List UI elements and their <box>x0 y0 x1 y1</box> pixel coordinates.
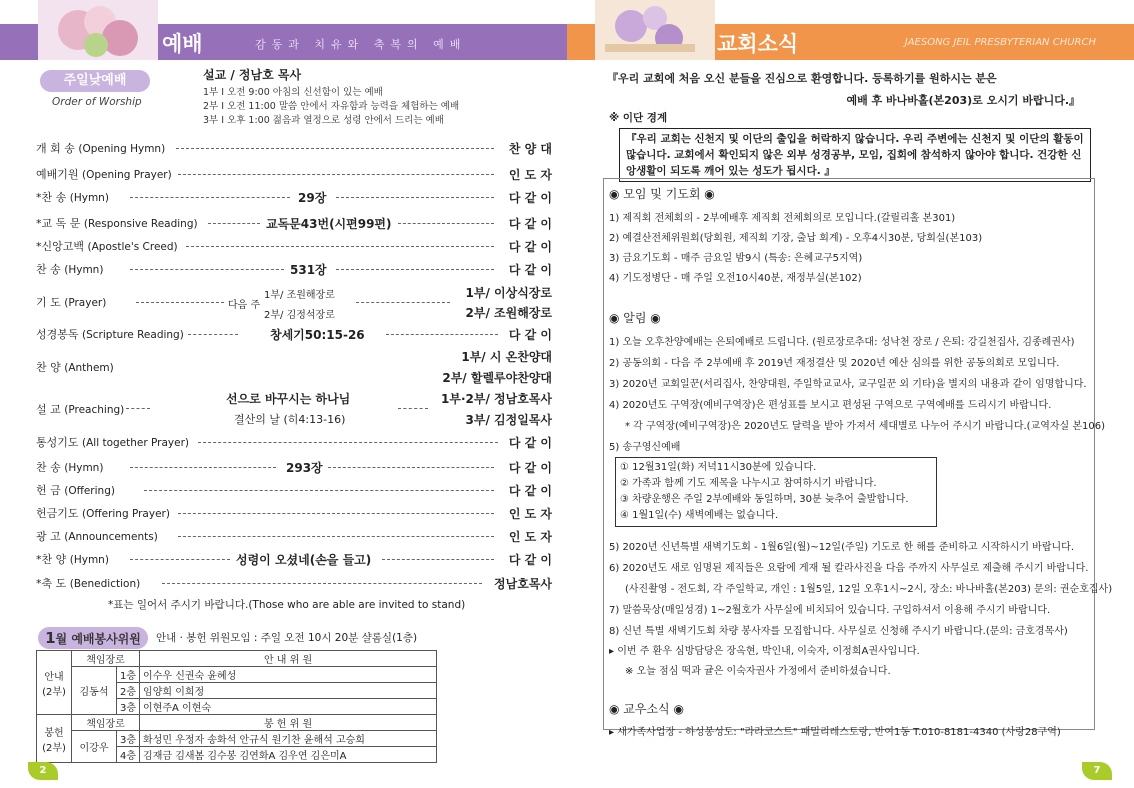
resp-head: 책임장로 <box>72 651 140 667</box>
prayer-next-2: 2부/ 김정석장로 <box>264 310 335 321</box>
service-1: 1부 I 오전 9:00 아침의 신선함이 있는 예배 <box>203 87 383 98</box>
names: 김재금 김새봄 김수봉 김연화A 김우연 김은미A <box>140 747 437 763</box>
notice-item: 3) 2020년 교회일꾼(서리집사, 찬양대원, 주일학교교사, 교구일꾼 외 기타)을 별지의 내용과 같이 임명합니다. <box>609 379 1087 390</box>
group-part: (2부) <box>42 686 66 698</box>
notice-item: (사진촬영 - 전도회, 각 주일학교, 개인 : 1월5일, 12일 오후1시~2시, 장소: 바나바홀(본203) 문의: 권순호집사) <box>625 584 1113 595</box>
service-2: 2부 I 오전 11:00 말씀 안에서 자유함과 능력을 체험하는 예배 <box>203 101 460 112</box>
scripture-row <box>36 326 552 344</box>
page-number: 2 <box>28 762 58 780</box>
notice-item: 5) 송구영신예배 <box>609 442 681 453</box>
anthem-2: 2부/ 할렐루야찬양대 <box>442 371 552 385</box>
row-label: 헌금기도 <box>36 507 79 520</box>
heresy-warning-title: ※ 이단 경계 <box>609 112 668 124</box>
order-row <box>36 238 552 256</box>
row-label: 예배기원 <box>36 168 79 181</box>
guide-elder: 김동석 <box>72 667 117 715</box>
meeting-item: 1) 제직회 전체회의 - 2부예배후 제직회 전체회의로 모입니다.(갈릴리홀 본301) <box>609 213 956 224</box>
members-heading: ◉ 교우소식 ◉ <box>609 702 684 716</box>
offer-group <box>37 715 72 763</box>
row-eng: (Hymn) <box>69 192 109 204</box>
row-eng: (Scripture Reading) <box>82 329 184 341</box>
row-label: 찬 송 <box>36 461 61 474</box>
prayer-today-2: 2부/ 조원해장로 <box>465 306 552 320</box>
order-row <box>36 528 552 546</box>
offer-elder: 이강우 <box>72 731 117 763</box>
row-eng: (Anthem) <box>64 362 114 374</box>
row-label: 광 고 <box>36 530 61 543</box>
row-right: 다 같 이 <box>508 263 552 277</box>
preaching-row <box>36 390 552 430</box>
prayer-today-1: 1부/ 이상식장로 <box>465 286 552 300</box>
anthem-row <box>36 348 552 388</box>
order-row <box>36 215 552 233</box>
schedule-item: ③ 차량운행은 주일 2부예배와 동일하며, 30분 늦추어 출발합니다. <box>620 494 909 505</box>
row-label: *찬 양 <box>36 553 67 566</box>
notice-item: ▸ 이번 주 환우 심방담당은 장옥현, 박인내, 이숙자, 이정희A권사입니다. <box>609 646 920 657</box>
worship-subtitle: 감동과 치유와 축복의 예배 <box>255 38 467 51</box>
news-title: 교회소식 <box>717 32 799 56</box>
floor: 4층 <box>117 747 140 763</box>
notice-item: 6) 2020년도 새로 임명된 제직들은 요람에 게재 될 칼라사진을 다음 주까지 사무실로 제출해 주시기 바랍니다. <box>609 563 1089 574</box>
row-label: 통성기도 <box>36 436 79 449</box>
prayer-row <box>36 284 552 320</box>
row-eng: (Preaching) <box>64 404 125 416</box>
flower-image-right <box>595 0 715 60</box>
worship-title: 예배 <box>162 32 203 56</box>
names: 이수우 신권숙 윤혜성 <box>140 667 437 683</box>
guide-head: 안 내 위 원 <box>140 651 437 667</box>
order-row <box>36 140 552 158</box>
row-label: *교 독 문 <box>36 217 81 230</box>
order-of-worship: Order of Worship <box>52 96 142 108</box>
welcome-line-2: 예배 후 바나바홀(본203)로 오시기 바랍니다.』 <box>846 94 1080 107</box>
row-right: 다 같 이 <box>508 484 552 498</box>
row-eng: (All together Prayer) <box>82 437 190 449</box>
row-right: 다 같 이 <box>508 461 552 475</box>
welcome-line-1: 『우리 교회에 처음 오신 분들을 진심으로 환영합니다. 등록하기를 원하시는 분은 <box>607 72 997 85</box>
schedule-item: ② 가족과 함께 기도 제목을 나누시고 참여하시기 바랍니다. <box>620 478 877 489</box>
page-number: 7 <box>1082 762 1112 780</box>
row-mid: 531장 <box>290 263 327 277</box>
row-right: 다 같 이 <box>508 553 552 567</box>
meetings-heading: ◉ 모임 및 기도회 ◉ <box>609 187 715 201</box>
order-row <box>36 459 552 477</box>
order-row <box>36 166 552 184</box>
service-3: 3부 I 오후 1:00 젊음과 열정으로 성령 안에서 드리는 예배 <box>203 115 444 126</box>
row-mid: 29장 <box>298 191 327 205</box>
notice-item: 4) 2020년도 구역장(예비구역장)은 편성표를 보시고 편성된 구역으로 구역예배를 드리시기 바랍니다. <box>609 400 1052 411</box>
volunteer-table <box>36 650 437 763</box>
sermon-pastor: 설교 / 정남호 목사 <box>203 68 302 82</box>
row-mid: 창세기50:15-26 <box>270 328 365 342</box>
row-label: 개 회 송 <box>36 142 75 155</box>
group-label: 봉헌 <box>44 727 64 739</box>
floor: 3층 <box>117 731 140 747</box>
row-right: 인 도 자 <box>508 530 552 544</box>
row-right: 다 같 이 <box>508 217 552 231</box>
notice-item: * 각 구역장(예비구역장)은 2020년도 달력을 받아 가져서 세대별로 나누어 주시기 바랍니다.(교역자실 본106) <box>625 421 1106 432</box>
meeting-item: 2) 예결산전체위원회(당회원, 제직회 기장, 출납 회계) - 오후4시30분, 당회실(본103) <box>609 233 983 244</box>
row-eng: (Benediction) <box>69 578 141 590</box>
notice-heading: ◉ 알림 ◉ <box>609 311 661 325</box>
meeting-item: 4) 기도정병단 - 매 주일 오전10시40분, 재정부실(본102) <box>609 273 862 284</box>
row-right: 다 같 이 <box>508 240 552 254</box>
next-week: 다음 주 <box>228 300 261 311</box>
notice-item: 2) 공동의회 - 다음 주 2부예배 후 2019년 재정결산 및 2020년 예산 심의를 위한 공동의회로 모입니다. <box>609 358 1060 369</box>
row-mid: 성령이 오셨네(손을 들고) <box>236 553 372 567</box>
church-name: JAESONG JEIL PRESBYTERIAN CHURCH <box>904 37 1096 48</box>
row-eng: (Hymn) <box>64 462 104 474</box>
row-label: 찬 송 <box>36 263 61 276</box>
row-label: *신앙고백 <box>36 240 85 253</box>
flower-image-left <box>38 0 158 60</box>
order-row <box>36 189 552 207</box>
sermon-title: 선으로 바꾸시는 하나님 <box>226 392 351 406</box>
row-mid: 293장 <box>286 461 323 475</box>
schedule-item: ① 12월31일(화) 저녁11시30분에 있습니다. <box>620 462 817 473</box>
row-eng: (Announcements) <box>64 531 158 543</box>
member-news: ▸ 새가족사업장 - 하성봉성도: "라라코스트" 패밀리레스토랑, 반여1동 T.010-8181-4340 (사랑28구역) <box>609 727 1061 738</box>
names: 임양희 이희정 <box>140 683 437 699</box>
volunteer-month: 1 <box>45 629 56 647</box>
offer-head: 봉 헌 위 원 <box>140 715 437 731</box>
volunteer-title: 월 예배봉사위원 <box>55 632 141 646</box>
notice-item: ※ 오늘 점심 떡과 귤은 이숙자권사 가정에서 준비하셨습니다. <box>625 666 891 677</box>
row-eng: (Prayer) <box>64 297 107 309</box>
row-label: 성경봉독 <box>36 328 79 341</box>
row-eng: (Apostle's Creed) <box>87 241 178 253</box>
schedule-item: ④ 1월1일(수) 새벽예배는 없습니다. <box>620 510 779 521</box>
floor: 1층 <box>117 667 140 683</box>
notice-item: 7) 말씀묵상(매일성경) 1~2월호가 사무실에 비치되어 있습니다. 구입하셔서 이용해 주시기 바랍니다. <box>609 605 1051 616</box>
order-row <box>36 482 552 500</box>
row-eng: (Responsive Reading) <box>83 218 198 230</box>
row-right: 다 같 이 <box>508 436 552 450</box>
new-year-service-box <box>615 457 937 527</box>
volunteer-pill <box>38 627 148 649</box>
row-eng: (Opening Hymn) <box>78 143 166 155</box>
row-label: 기 도 <box>36 296 61 309</box>
right-page <box>567 0 1134 788</box>
order-row <box>36 551 552 569</box>
row-right: 정남호목사 <box>494 577 552 591</box>
volunteer-info: 안내 · 봉헌 위원모임 : 주일 오전 10시 20분 샬롬실(1층) <box>156 632 418 644</box>
row-label: *찬 송 <box>36 191 67 204</box>
group-label: 안내 <box>44 671 64 683</box>
preacher-2: 3부/ 김정일목사 <box>465 413 552 427</box>
row-eng: (Hymn) <box>64 264 104 276</box>
heresy-warning-box: 『우리 교회는 신천지 및 이단의 출입을 허락하지 않습니다. 우리 주변에는 신천지 및 이단의 활동이 많습니다. 교회에서 확인되지 않은 외부 성경공부, 모임, 집회에 참석하지 않아야 합니다. 건강한 신앙생활이 되도록 깨어 있는 성도가 됩시다. 』 <box>619 128 1091 182</box>
order-row <box>36 261 552 279</box>
meeting-item: 3) 금요기도회 - 매주 금요일 밤9시 (특송: 은혜교구5지역) <box>609 253 863 264</box>
order-row <box>36 505 552 523</box>
row-eng: (Opening Prayer) <box>82 169 172 181</box>
group-part: (2부) <box>42 742 66 754</box>
guide-group <box>37 651 72 715</box>
order-row <box>36 575 552 593</box>
floor: 2층 <box>117 683 140 699</box>
preacher-1: 1부·2부/ 정남호목사 <box>441 392 552 406</box>
notice-item: 1) 오늘 오후찬양예배는 은퇴예배로 드립니다. (원로장로추대: 성낙천 장로 / 은퇴: 강길천집사, 김종례권사) <box>609 337 1075 348</box>
anthem-1: 1부/ 시 온찬양대 <box>461 350 552 364</box>
notice-item: 8) 신년 특별 새벽기도회 차량 봉사자를 모집합니다. 사무실로 신청해 주시기 바랍니다.(문의: 금호경목사) <box>609 626 1068 637</box>
row-eng: (Hymn) <box>69 554 109 566</box>
resp-head: 책임장로 <box>72 715 140 731</box>
stand-note: *표는 일어서 주시기 바랍니다.(Those who are able are invited to stand) <box>108 599 466 611</box>
names: 화성민 우정자 송화석 안규식 원기찬 윤해석 고승희 <box>140 731 437 747</box>
row-right: 다 같 이 <box>508 191 552 205</box>
row-mid: 교독문43번(시편99편) <box>266 217 392 231</box>
floor: 3층 <box>117 699 140 715</box>
row-eng: (Offering) <box>64 485 115 497</box>
notice-item: 5) 2020년 신년특별 새벽기도회 - 1월6일(월)~12일(주일) 기도로 한 해를 준비하고 시작하시기 바랍니다. <box>609 542 1074 553</box>
sunday-worship-pill: 주일낮예배 <box>40 70 150 92</box>
order-row <box>36 434 552 452</box>
row-label: 설 교 <box>36 403 61 416</box>
row-label: *축 도 <box>36 577 67 590</box>
sermon-text-2: 결산의 날 (히4:13-16) <box>234 413 346 426</box>
row-right: 다 같 이 <box>508 328 552 342</box>
row-right: 인 도 자 <box>508 168 552 182</box>
row-eng: (Offering Prayer) <box>82 508 170 520</box>
row-right: 인 도 자 <box>508 507 552 521</box>
row-label: 찬 양 <box>36 361 61 374</box>
prayer-next-1: 1부/ 조원해장로 <box>264 290 335 301</box>
names: 이현주A 이현숙 <box>140 699 437 715</box>
row-right: 찬 양 대 <box>508 142 552 156</box>
row-label: 헌 금 <box>36 484 61 497</box>
